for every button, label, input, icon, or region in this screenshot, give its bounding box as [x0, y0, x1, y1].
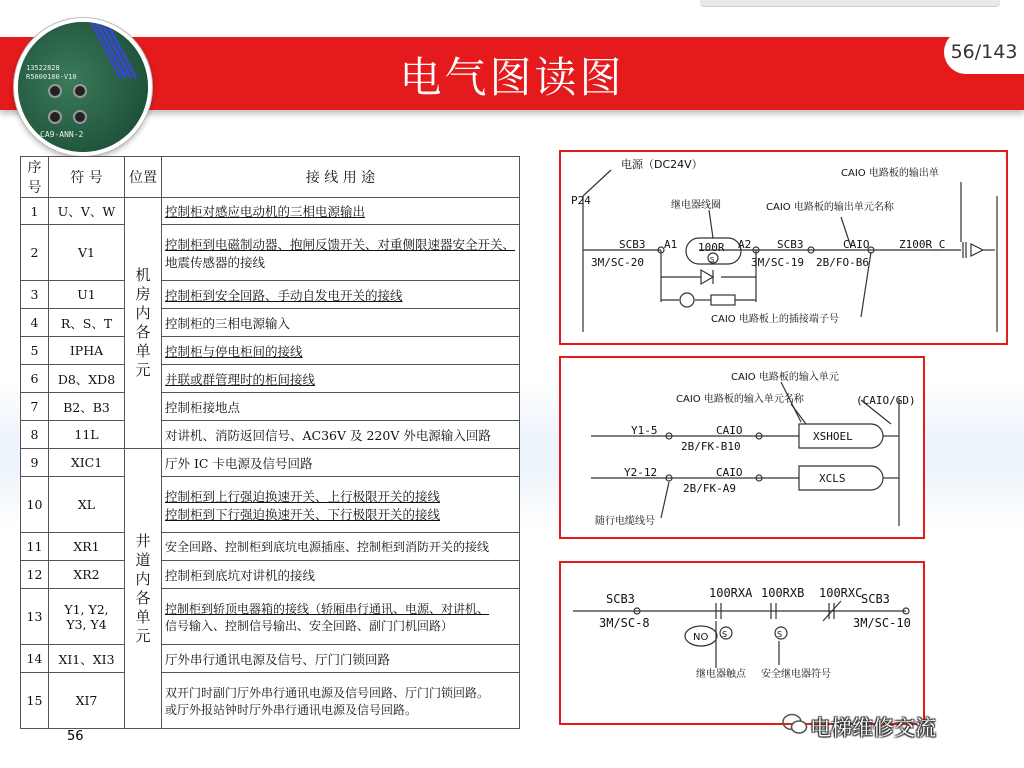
row-symbol: D8、XD8: [49, 365, 125, 393]
diagram-relay-contacts: [559, 561, 925, 725]
position-label: 机房内各单元: [135, 266, 151, 379]
caio2-sub-label: 2B/FK-A9: [683, 482, 736, 495]
header-position: 位置: [125, 157, 162, 198]
input-label: CAIO 电路板的输入单元: [731, 372, 839, 383]
row-symbol: XR1: [49, 533, 125, 561]
position-label: 井道内各单元: [135, 531, 151, 645]
leader-line: [791, 404, 806, 424]
terminal-label: CAIO 电路板上的插接端子号: [711, 314, 839, 325]
row-symbol: XI1、XI3: [49, 645, 125, 673]
scb3-left-label: SCB3: [606, 592, 635, 606]
no-label: NO: [693, 632, 709, 643]
use-line: 双开门时副门厅外串行通讯电源及信号回路、厅门门锁回路。: [165, 685, 490, 700]
row-use: 控制柜到安全回路、手动自发电开关的接线: [162, 281, 520, 309]
row-symbol: IPHA: [49, 337, 125, 365]
row-no: 10: [21, 477, 49, 533]
row-use: 控制柜接地点: [162, 393, 520, 421]
input-name-label: CAIO 电路板的输入单元名称: [676, 394, 804, 405]
led-icon: [680, 293, 694, 307]
caio1-sub-label: 2B/FK-B10: [681, 440, 741, 453]
use-line: 控制柜到上行强迫换速开关、上行极限开关的接线: [165, 488, 441, 504]
caio1-label: CAIO: [716, 424, 743, 437]
pcb-button: [48, 110, 62, 124]
contact-label: 继电器触点: [696, 669, 746, 680]
table-row: [21, 309, 520, 337]
table-row: [21, 365, 520, 393]
diagram-input-unit-svg: [561, 358, 923, 537]
wiring-table: [20, 156, 520, 729]
use-line: 信号输入、控制信号输出、安全回路、副门门机回路）: [165, 618, 454, 633]
a2-label: A2: [738, 238, 752, 251]
row-no: 3: [21, 281, 49, 309]
unit2-label: XCLS: [819, 472, 846, 485]
row-use: 控制柜对感应电动机的三相电源输出: [162, 198, 520, 225]
page-indicator: 56/143: [944, 30, 1024, 74]
caio-sub-label: 2B/FO-B6: [816, 256, 869, 269]
row-symbol: [49, 589, 125, 645]
pcb-photo: [14, 18, 152, 156]
title-bar: [0, 37, 1024, 110]
coil-label: 继电器线圈: [671, 200, 721, 211]
relay-s-label: S: [710, 256, 715, 264]
y212-label: Y2-12: [624, 466, 658, 479]
use-line: 地震传感器的接线: [165, 254, 266, 270]
row-use: [162, 673, 520, 729]
rxa-label: 100RXA: [709, 586, 753, 600]
table-row: [21, 533, 520, 561]
power-label: 电源（DC24V）: [621, 158, 703, 171]
row-no: 9: [21, 449, 49, 477]
row-no: 6: [21, 365, 49, 393]
diode-icon: [701, 270, 713, 284]
diagram-relay-coil-svg: [561, 152, 1006, 343]
scb3-b-sub-label: 3M/SC-19: [751, 256, 804, 269]
table-row: [21, 645, 520, 673]
row-symbol: V1: [49, 225, 125, 281]
row-no: 11: [21, 533, 49, 561]
row-symbol: XL: [49, 477, 125, 533]
pcb-button: [48, 84, 62, 98]
rxb-label: 100RXB: [761, 586, 805, 600]
row-symbol: 11L: [49, 421, 125, 449]
scb3-right-label: SCB3: [861, 592, 890, 606]
use-line: 控制柜到轿顶电器箱的接线（轿厢串行通讯、电源、对讲机、: [165, 601, 490, 616]
row-no: 13: [21, 589, 49, 645]
table-row: [21, 421, 520, 449]
table-header: [21, 157, 520, 198]
pcb-silk-text: 13522828: [26, 64, 60, 72]
position-hoistway: [125, 449, 162, 729]
row-use: 厅外串行通讯电源及信号、厅门门锁回路: [162, 645, 520, 673]
caio-gd-label: (CAIO/GD): [856, 394, 916, 407]
caio-label: CAIO: [843, 238, 870, 251]
table-row: [21, 225, 520, 281]
leader-line: [583, 170, 611, 196]
row-no: 14: [21, 645, 49, 673]
pcb-silk-text: CA9-ANN-2: [40, 130, 84, 139]
row-use: 厅外 IC 卡电源及信号回路: [162, 449, 520, 477]
output-arrow-icon: [971, 244, 983, 256]
row-no: 4: [21, 309, 49, 337]
rxc-label: 100RXC: [819, 586, 863, 600]
table-row: [21, 198, 520, 225]
diagram-relay-contacts-svg: [561, 563, 923, 723]
output-unit-label: Z100R_C: [899, 238, 946, 251]
row-no: 7: [21, 393, 49, 421]
row-use: [162, 477, 520, 533]
table-row: [21, 589, 520, 645]
wechat-icon: [782, 712, 808, 736]
table-row: [21, 281, 520, 309]
row-no: 1: [21, 198, 49, 225]
row-symbol: XR2: [49, 561, 125, 589]
row-no: 15: [21, 673, 49, 729]
cable-label: 随行电缆线号: [595, 516, 655, 527]
y15-label: Y1-5: [631, 424, 658, 437]
row-symbol: U1: [49, 281, 125, 309]
diagram-relay-coil: [559, 150, 1008, 345]
scb3-right-sub-label: 3M/SC-10: [853, 616, 911, 630]
table-row: [21, 561, 520, 589]
pcb-silk-text: R5000180-V10: [26, 73, 77, 81]
diagram-input-unit: [559, 356, 925, 539]
row-symbol: R、S、T: [49, 309, 125, 337]
scb3-b-label: SCB3: [777, 238, 804, 251]
row-no: 12: [21, 561, 49, 589]
safety-label: 安全继电器符号: [761, 669, 831, 680]
row-use: 控制柜到底坑对讲机的接线: [162, 561, 520, 589]
unit1-label: XSHOEL: [813, 430, 853, 443]
p24-label: P24: [571, 194, 591, 207]
row-use: 对讲机、消防返回信号、AC36V 及 220V 外电源输入回路: [162, 421, 520, 449]
row-symbol: B2、B3: [49, 393, 125, 421]
header-symbol: 符 号: [49, 157, 125, 198]
table-row: [21, 449, 520, 477]
row-use: 控制柜与停电柜间的接线: [162, 337, 520, 365]
row-symbol: XIC1: [49, 449, 125, 477]
row-no: 5: [21, 337, 49, 365]
symbol-line: Y1, Y2,: [64, 601, 109, 617]
output-label: CAIO 电路板的输出单: [841, 168, 939, 179]
relay-label: 100R: [698, 241, 725, 254]
caio2-label: CAIO: [716, 466, 743, 479]
row-symbol: U、V、W: [49, 198, 125, 225]
row-use: [162, 225, 520, 281]
table-row: [21, 477, 520, 533]
scb3-left-sub-label: 3M/SC-8: [599, 616, 650, 630]
footer-page-number: 56: [67, 729, 84, 744]
symbol-line: Y3, Y4: [66, 616, 107, 632]
row-use: 控制柜的三相电源输入: [162, 309, 520, 337]
s-b-label: S: [777, 630, 783, 639]
resistor-icon: [711, 295, 735, 305]
slide-title: 电气图读图: [399, 53, 625, 102]
top-strip: [700, 0, 1000, 7]
scb3-a-label: SCB3: [619, 238, 646, 251]
header-no: 序号: [21, 157, 49, 198]
leader-line: [661, 482, 669, 518]
table-row: [21, 673, 520, 729]
use-line: 控制柜到下行强迫换速开关、下行极限开关的接线: [165, 506, 441, 522]
use-line: 控制柜到电磁制动器、抱闸反馈开关、对重侧限速器安全开关、: [165, 236, 516, 252]
a1-label: A1: [664, 238, 678, 251]
pcb-button: [73, 110, 87, 124]
table-row: [21, 393, 520, 421]
row-no: 2: [21, 225, 49, 281]
row-use: 并联或群管理时的柜间接线: [162, 365, 520, 393]
header-use: 接 线 用 途: [162, 157, 520, 198]
row-use: 安全回路、控制柜到底坑电源插座、控制柜到消防开关的接线: [162, 533, 520, 561]
leader-line: [709, 210, 713, 238]
table-row: [21, 337, 520, 365]
row-no: 8: [21, 421, 49, 449]
position-machine-room: [125, 198, 162, 449]
pcb-button: [73, 84, 87, 98]
row-use: [162, 589, 520, 645]
row-symbol: XI7: [49, 673, 125, 729]
use-line: 或厅外报站钟时厅外串行通讯电源及信号回路。: [165, 702, 418, 717]
output-name-label: CAIO 电路板的输出单元名称: [766, 202, 894, 213]
s-a-label: S: [722, 630, 728, 639]
scb3-a-sub-label: 3M/SC-20: [591, 256, 644, 269]
watermark-text: 电梯维修交流: [810, 716, 936, 740]
